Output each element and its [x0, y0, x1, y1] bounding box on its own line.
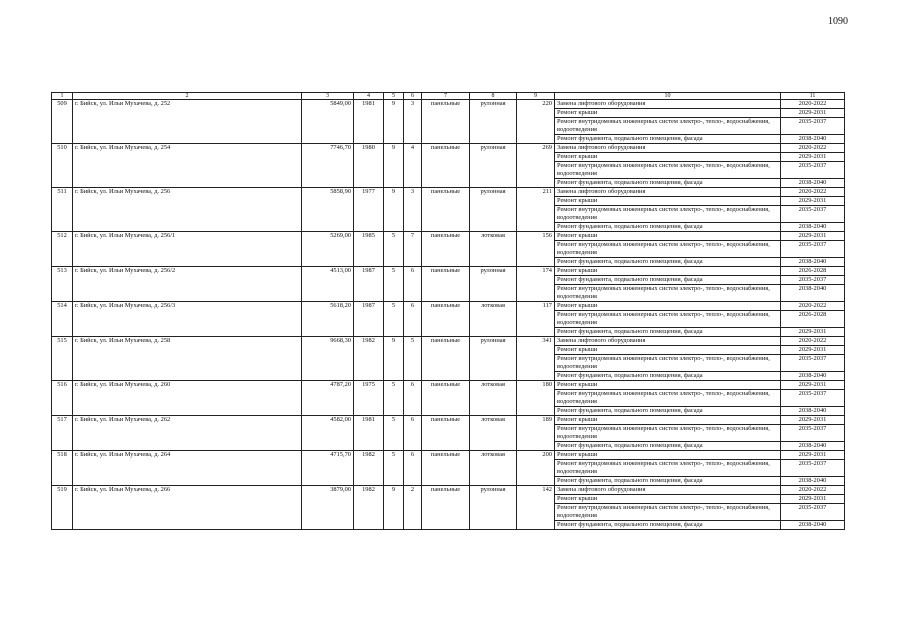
entrances-cell: 3	[404, 100, 422, 144]
work-type-cell: Ремонт фундамента, подвального помещения, фасада	[555, 276, 781, 285]
work-type-cell: Ремонт внутридомовых инженерных систем электро-, тепло-, водоснабжения, водоотведения	[555, 504, 781, 521]
period-cell: 2029-2031	[781, 197, 845, 206]
period-cell: 2035-2037	[781, 241, 845, 258]
floors-cell: 5	[384, 232, 404, 267]
walls-cell: панельные	[422, 232, 470, 267]
row-number: 511	[52, 188, 73, 232]
work-type-cell: Ремонт фундамента, подвального помещения, фасада	[555, 328, 781, 337]
walls-cell: панельные	[422, 451, 470, 486]
period-cell: 2029-2031	[781, 416, 845, 425]
year-cell: 1980	[354, 144, 384, 188]
work-type-cell: Ремонт крыши	[555, 346, 781, 355]
row-number: 518	[52, 451, 73, 486]
year-cell: 1985	[354, 232, 384, 267]
column-header: 10	[555, 93, 781, 100]
row-number: 516	[52, 381, 73, 416]
entrances-cell: 3	[404, 188, 422, 232]
roof-cell: рулонная	[470, 188, 517, 232]
work-type-cell: Ремонт крыши	[555, 109, 781, 118]
work-type-cell: Ремонт фундамента, подвального помещения, фасада	[555, 407, 781, 416]
work-type-cell: Ремонт внутридомовых инженерных систем электро-, тепло-, водоснабжения, водоотведения	[555, 285, 781, 302]
entrances-cell: 6	[404, 381, 422, 416]
period-cell: 2035-2037	[781, 162, 845, 179]
entrances-cell: 6	[404, 416, 422, 451]
column-header: 6	[404, 93, 422, 100]
period-cell: 2029-2031	[781, 346, 845, 355]
area-cell: 4582,00	[302, 416, 354, 451]
entrances-cell: 6	[404, 451, 422, 486]
column-number-row	[52, 93, 845, 100]
address-cell: г. Бийск, ул. Ильи Мухачева, д. 252	[73, 100, 302, 144]
work-type-cell: Ремонт крыши	[555, 302, 781, 311]
roof-cell: рулонная	[470, 267, 517, 302]
area-cell: 4787,20	[302, 381, 354, 416]
residents-cell: 269	[517, 144, 555, 188]
entrances-cell: 6	[404, 267, 422, 302]
period-cell: 2020-2022	[781, 486, 845, 495]
work-type-cell: Ремонт крыши	[555, 381, 781, 390]
work-type-cell: Ремонт фундамента, подвального помещения, фасада	[555, 179, 781, 188]
entrances-cell: 2	[404, 486, 422, 530]
period-cell: 2038-2040	[781, 442, 845, 451]
residents-cell: 174	[517, 267, 555, 302]
year-cell: 1982	[354, 337, 384, 381]
residents-cell: 142	[517, 486, 555, 530]
period-cell: 2035-2037	[781, 206, 845, 223]
period-cell: 2038-2040	[781, 407, 845, 416]
work-type-cell: Ремонт внутридомовых инженерных систем электро-, тепло-, водоснабжения, водоотведения	[555, 241, 781, 258]
table-row	[52, 144, 845, 153]
period-cell: 2038-2040	[781, 223, 845, 232]
period-cell: 2035-2037	[781, 390, 845, 407]
address-cell: г. Бийск, ул. Ильи Мухачева, д. 254	[73, 144, 302, 188]
period-cell: 2038-2040	[781, 285, 845, 302]
row-number: 519	[52, 486, 73, 530]
period-cell: 2029-2031	[781, 495, 845, 504]
table-row	[52, 337, 845, 346]
roof-cell: лотковая	[470, 302, 517, 337]
period-cell: 2035-2037	[781, 504, 845, 521]
work-type-cell: Ремонт внутридомовых инженерных систем электро-, тепло-, водоснабжения, водоотведения	[555, 355, 781, 372]
floors-cell: 5	[384, 267, 404, 302]
roof-cell: рулонная	[470, 337, 517, 381]
period-cell: 2029-2031	[781, 109, 845, 118]
area-cell: 4715,70	[302, 451, 354, 486]
address-cell: г. Бийск, ул. Ильи Мухачева, д. 256/2	[73, 267, 302, 302]
row-number: 510	[52, 144, 73, 188]
period-cell: 2035-2037	[781, 276, 845, 285]
floors-cell: 5	[384, 451, 404, 486]
column-header: 5	[384, 93, 404, 100]
table-row	[52, 381, 845, 390]
work-type-cell: Ремонт внутридомовых инженерных систем электро-, тепло-, водоснабжения, водоотведения	[555, 311, 781, 328]
work-type-cell: Ремонт фундамента, подвального помещения, фасада	[555, 223, 781, 232]
table-row	[52, 267, 845, 276]
capital-repair-table	[51, 92, 845, 530]
table-row	[52, 416, 845, 425]
work-type-cell: Ремонт фундамента, подвального помещения, фасада	[555, 477, 781, 486]
period-cell: 2020-2022	[781, 100, 845, 109]
column-header: 9	[517, 93, 555, 100]
walls-cell: панельные	[422, 302, 470, 337]
row-number: 515	[52, 337, 73, 381]
work-type-cell: Ремонт фундамента, подвального помещения, фасада	[555, 372, 781, 381]
table-row	[52, 451, 845, 460]
period-cell: 2038-2040	[781, 179, 845, 188]
address-cell: г. Бийск, ул. Ильи Мухачева, д. 256/1	[73, 232, 302, 267]
work-type-cell: Ремонт крыши	[555, 232, 781, 241]
roof-cell: лотковая	[470, 232, 517, 267]
roof-cell: лотковая	[470, 416, 517, 451]
roof-cell: рулонная	[470, 486, 517, 530]
year-cell: 1975	[354, 381, 384, 416]
work-type-cell: Ремонт внутридомовых инженерных систем электро-, тепло-, водоснабжения, водоотведения	[555, 206, 781, 223]
area-cell: 9668,30	[302, 337, 354, 381]
period-cell: 2026-2028	[781, 311, 845, 328]
area-cell: 5858,90	[302, 188, 354, 232]
column-header: 4	[354, 93, 384, 100]
address-cell: г. Бийск, ул. Ильи Мухачева, д. 262	[73, 416, 302, 451]
work-type-cell: Ремонт крыши	[555, 197, 781, 206]
work-type-cell: Ремонт фундамента, подвального помещения, фасада	[555, 521, 781, 530]
table-row	[52, 188, 845, 197]
area-cell: 5269,00	[302, 232, 354, 267]
page-number: 1090	[828, 16, 848, 27]
row-number: 512	[52, 232, 73, 267]
address-cell: г. Бийск, ул. Ильи Мухачева, д. 266	[73, 486, 302, 530]
year-cell: 1981	[354, 416, 384, 451]
address-cell: г. Бийск, ул. Ильи Мухачева, д. 260	[73, 381, 302, 416]
work-type-cell: Ремонт внутридомовых инженерных систем электро-, тепло-, водоснабжения, водоотведения	[555, 460, 781, 477]
entrances-cell: 6	[404, 302, 422, 337]
table-row	[52, 302, 845, 311]
year-cell: 1981	[354, 100, 384, 144]
walls-cell: панельные	[422, 267, 470, 302]
entrances-cell: 5	[404, 337, 422, 381]
period-cell: 2035-2037	[781, 460, 845, 477]
column-header: 8	[470, 93, 517, 100]
work-type-cell: Ремонт фундамента, подвального помещения, фасада	[555, 135, 781, 144]
address-cell: г. Бийск, ул. Ильи Мухачева, д. 258	[73, 337, 302, 381]
work-type-cell: Замена лифтового оборудования	[555, 188, 781, 197]
area-cell: 7746,70	[302, 144, 354, 188]
work-type-cell: Ремонт крыши	[555, 451, 781, 460]
work-type-cell: Ремонт крыши	[555, 267, 781, 276]
area-cell: 3879,00	[302, 486, 354, 530]
walls-cell: панельные	[422, 416, 470, 451]
work-type-cell: Замена лифтового оборудования	[555, 486, 781, 495]
roof-cell: рулонная	[470, 144, 517, 188]
roof-cell: рулонная	[470, 100, 517, 144]
work-type-cell: Ремонт внутридомовых инженерных систем электро-, тепло-, водоснабжения, водоотведения	[555, 390, 781, 407]
work-type-cell: Замена лифтового оборудования	[555, 144, 781, 153]
floors-cell: 9	[384, 100, 404, 144]
floors-cell: 9	[384, 337, 404, 381]
work-type-cell: Ремонт крыши	[555, 153, 781, 162]
floors-cell: 5	[384, 381, 404, 416]
period-cell: 2020-2022	[781, 337, 845, 346]
period-cell: 2038-2040	[781, 135, 845, 144]
row-number: 509	[52, 100, 73, 144]
work-type-cell: Ремонт внутридомовых инженерных систем электро-, тепло-, водоснабжения, водоотведения	[555, 118, 781, 135]
walls-cell: панельные	[422, 100, 470, 144]
period-cell: 2020-2022	[781, 302, 845, 311]
entrances-cell: 4	[404, 144, 422, 188]
period-cell: 2029-2031	[781, 381, 845, 390]
period-cell: 2035-2037	[781, 118, 845, 135]
address-cell: г. Бийск, ул. Ильи Мухачева, д. 264	[73, 451, 302, 486]
period-cell: 2038-2040	[781, 372, 845, 381]
row-number: 513	[52, 267, 73, 302]
walls-cell: панельные	[422, 337, 470, 381]
work-type-cell: Ремонт фундамента, подвального помещения, фасада	[555, 442, 781, 451]
residents-cell: 200	[517, 451, 555, 486]
address-cell: г. Бийск, ул. Ильи Мухачева, д. 256/3	[73, 302, 302, 337]
period-cell: 2029-2031	[781, 153, 845, 162]
year-cell: 1982	[354, 486, 384, 530]
table-body	[52, 100, 845, 530]
period-cell: 2035-2037	[781, 355, 845, 372]
walls-cell: панельные	[422, 486, 470, 530]
column-header: 11	[781, 93, 845, 100]
period-cell: 2020-2022	[781, 188, 845, 197]
walls-cell: панельные	[422, 381, 470, 416]
period-cell: 2029-2031	[781, 451, 845, 460]
period-cell: 2026-2028	[781, 267, 845, 276]
row-number: 517	[52, 416, 73, 451]
row-number: 514	[52, 302, 73, 337]
residents-cell: 189	[517, 416, 555, 451]
column-header: 3	[302, 93, 354, 100]
residents-cell: 156	[517, 232, 555, 267]
residents-cell: 211	[517, 188, 555, 232]
floors-cell: 9	[384, 144, 404, 188]
address-cell: г. Бийск, ул. Ильи Мухачева, д. 256	[73, 188, 302, 232]
work-type-cell: Ремонт крыши	[555, 416, 781, 425]
period-cell: 2035-2037	[781, 425, 845, 442]
work-type-cell: Замена лифтового оборудования	[555, 337, 781, 346]
floors-cell: 9	[384, 486, 404, 530]
period-cell: 2038-2040	[781, 477, 845, 486]
period-cell: 2029-2031	[781, 232, 845, 241]
roof-cell: лотковая	[470, 381, 517, 416]
column-header: 2	[73, 93, 302, 100]
floors-cell: 5	[384, 302, 404, 337]
work-type-cell: Ремонт фундамента, подвального помещения, фасада	[555, 258, 781, 267]
area-cell: 5849,00	[302, 100, 354, 144]
year-cell: 1977	[354, 188, 384, 232]
area-cell: 5618,20	[302, 302, 354, 337]
walls-cell: панельные	[422, 188, 470, 232]
table-row	[52, 100, 845, 109]
roof-cell: лотковая	[470, 451, 517, 486]
residents-cell: 180	[517, 381, 555, 416]
work-type-cell: Замена лифтового оборудования	[555, 100, 781, 109]
period-cell: 2020-2022	[781, 144, 845, 153]
floors-cell: 9	[384, 188, 404, 232]
table-row	[52, 486, 845, 495]
area-cell: 4513,00	[302, 267, 354, 302]
walls-cell: панельные	[422, 144, 470, 188]
year-cell: 1987	[354, 302, 384, 337]
year-cell: 1982	[354, 451, 384, 486]
work-type-cell: Ремонт внутридомовых инженерных систем электро-, тепло-, водоснабжения, водоотведения	[555, 162, 781, 179]
residents-cell: 117	[517, 302, 555, 337]
period-cell: 2029-2031	[781, 328, 845, 337]
period-cell: 2038-2040	[781, 258, 845, 267]
column-header: 7	[422, 93, 470, 100]
floors-cell: 5	[384, 416, 404, 451]
entrances-cell: 7	[404, 232, 422, 267]
residents-cell: 341	[517, 337, 555, 381]
column-header: 1	[52, 93, 73, 100]
year-cell: 1987	[354, 267, 384, 302]
table-row	[52, 232, 845, 241]
work-type-cell: Ремонт внутридомовых инженерных систем электро-, тепло-, водоснабжения, водоотведения	[555, 425, 781, 442]
period-cell: 2038-2040	[781, 521, 845, 530]
work-type-cell: Ремонт крыши	[555, 495, 781, 504]
residents-cell: 220	[517, 100, 555, 144]
